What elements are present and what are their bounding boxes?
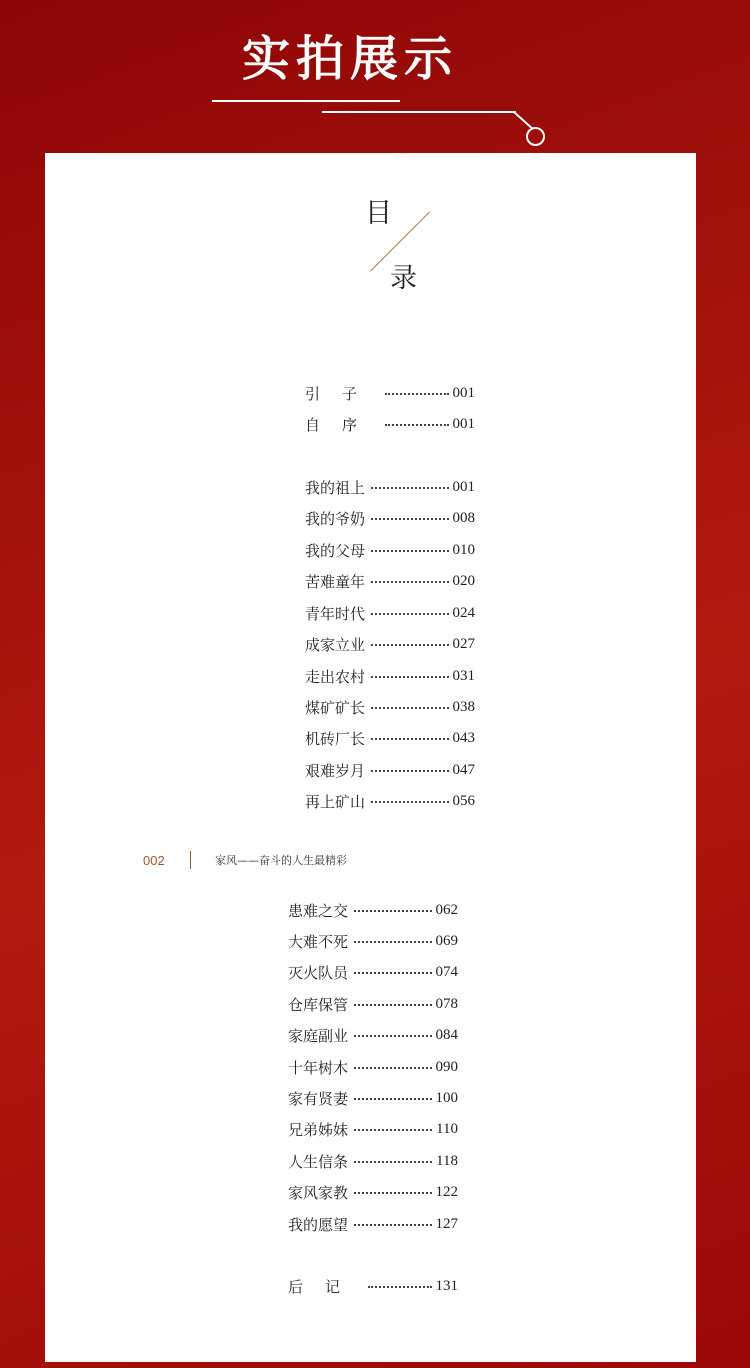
toc-entry-page: 027 xyxy=(452,635,475,652)
toc-entry-label: 仓库保管 xyxy=(288,995,349,1014)
toc-entry-label: 成家立业 xyxy=(305,635,366,654)
toc-entry-page: 122 xyxy=(435,1183,458,1200)
toc-entry-page: 031 xyxy=(452,667,475,684)
toc-leader-dots xyxy=(385,424,448,426)
toc-entry-label: 十年树木 xyxy=(288,1058,349,1077)
toc-title-char-2: 录 xyxy=(390,263,417,294)
toc-entry xyxy=(288,899,458,921)
toc-entry-page: 010 xyxy=(452,541,475,558)
toc-entry-label: 兄弟姊妹 xyxy=(288,1120,349,1139)
toc-entry-label: 艰难岁月 xyxy=(305,761,366,780)
toc-entry-page: 047 xyxy=(452,761,475,778)
toc-leader-dots xyxy=(371,738,448,740)
toc-entry xyxy=(305,413,475,435)
toc-entry-label: 后记 xyxy=(288,1277,363,1296)
toc-entry-page: 043 xyxy=(452,729,475,746)
toc-entry-label: 机砖厂长 xyxy=(305,729,366,748)
toc-entry-page: 020 xyxy=(452,572,475,589)
toc-entry-page: 078 xyxy=(435,995,458,1012)
toc-leader-dots xyxy=(371,644,448,646)
toc-entry-page: 127 xyxy=(435,1215,458,1232)
book-page xyxy=(45,153,696,1362)
toc-leader-dots xyxy=(371,487,448,489)
toc-entry-label: 患难之交 xyxy=(288,901,349,920)
toc-entry xyxy=(288,1213,458,1235)
toc-entry-page: 100 xyxy=(435,1089,458,1106)
toc-entry xyxy=(305,633,475,655)
toc-entry xyxy=(288,961,458,983)
running-header-separator xyxy=(190,851,191,869)
toc-entry-page: 131 xyxy=(435,1277,458,1294)
toc-entry-label: 自序 xyxy=(305,415,380,434)
toc-entry-label: 我的愿望 xyxy=(288,1215,349,1234)
running-header-page-number: 002 xyxy=(143,853,165,868)
toc-entry-page: 084 xyxy=(435,1026,458,1043)
toc-entry-page: 038 xyxy=(452,698,475,715)
toc-entry xyxy=(288,1056,458,1078)
toc-leader-dots xyxy=(354,1192,431,1194)
toc-entry xyxy=(305,790,475,812)
toc-entry xyxy=(288,1087,458,1109)
toc-entry xyxy=(305,476,475,498)
toc-entry-label: 灭火队员 xyxy=(288,963,349,982)
toc-entry-page: 001 xyxy=(452,415,475,432)
toc-entry-label: 我的祖上 xyxy=(305,478,366,497)
toc-entry-label: 走出农村 xyxy=(305,667,366,686)
toc-entry-label: 家有贤妻 xyxy=(288,1089,349,1108)
toc-entry-label: 引子 xyxy=(305,384,380,403)
toc-entry xyxy=(305,727,475,749)
toc-entry xyxy=(305,382,475,404)
toc-leader-dots xyxy=(354,910,431,912)
toc-entry xyxy=(288,1275,458,1297)
toc-title-char-1: 目 xyxy=(365,198,392,229)
toc-leader-dots xyxy=(354,1129,432,1131)
toc-entry xyxy=(288,1181,458,1203)
toc-entry-label: 我的父母 xyxy=(305,541,366,560)
toc-entry-page: 056 xyxy=(452,792,475,809)
toc-entry-page: 062 xyxy=(435,901,458,918)
toc-entry-page: 118 xyxy=(436,1152,458,1169)
toc-leader-dots xyxy=(368,1286,431,1288)
toc-leader-dots xyxy=(371,707,448,709)
toc-leader-dots xyxy=(354,1035,431,1037)
toc-leader-dots xyxy=(354,1161,432,1163)
toc-entry-page: 090 xyxy=(435,1058,458,1075)
toc-entry-page: 001 xyxy=(452,478,475,495)
toc-leader-dots xyxy=(371,581,448,583)
toc-entry-label: 大难不死 xyxy=(288,932,349,951)
toc-leader-dots xyxy=(354,1224,431,1226)
toc-leader-dots xyxy=(354,972,431,974)
toc-entry xyxy=(288,993,458,1015)
toc-entry-label: 再上矿山 xyxy=(305,792,366,811)
toc-entry xyxy=(305,696,475,718)
toc-entry-page: 008 xyxy=(452,509,475,526)
toc-entry xyxy=(288,1024,458,1046)
toc-entry-label: 家庭副业 xyxy=(288,1026,349,1045)
banner-decor-line-right xyxy=(322,111,516,113)
toc-entry xyxy=(288,1118,458,1140)
toc-entry xyxy=(305,507,475,529)
toc-entry-page: 110 xyxy=(436,1120,458,1137)
toc-leader-dots xyxy=(371,613,448,615)
toc-leader-dots xyxy=(371,550,448,552)
toc-leader-dots xyxy=(371,676,448,678)
toc-entry-label: 人生信条 xyxy=(288,1152,349,1171)
banner-title: 实拍展示 xyxy=(241,31,458,87)
toc-entry xyxy=(305,539,475,561)
toc-entry xyxy=(305,602,475,624)
toc-entry xyxy=(305,570,475,592)
running-header xyxy=(143,851,543,871)
toc-leader-dots xyxy=(385,393,448,395)
toc-leader-dots xyxy=(371,518,448,520)
toc-entry xyxy=(305,759,475,781)
toc-leader-dots xyxy=(354,1004,431,1006)
toc-entry-page: 024 xyxy=(452,604,475,621)
toc-entry-label: 煤矿矿长 xyxy=(305,698,366,717)
toc-entry-label: 青年时代 xyxy=(305,604,366,623)
toc-entry-page: 069 xyxy=(435,932,458,949)
banner-decor-circle xyxy=(526,127,545,146)
running-header-book-title: 家风——奋斗的人生最精彩 xyxy=(215,854,347,867)
toc-entry xyxy=(288,930,458,952)
toc-entry xyxy=(305,665,475,687)
toc-leader-dots xyxy=(354,1098,431,1100)
toc-leader-dots xyxy=(354,1067,431,1069)
toc-entry-label: 我的爷奶 xyxy=(305,509,366,528)
toc-leader-dots xyxy=(371,770,448,772)
toc-entry-page: 001 xyxy=(452,384,475,401)
toc-entry xyxy=(288,1150,458,1172)
banner-decor-line-left xyxy=(212,100,400,102)
banner-decor-line-diagonal xyxy=(513,111,532,129)
toc-entry-label: 苦难童年 xyxy=(305,572,366,591)
toc-entry-page: 074 xyxy=(435,963,458,980)
toc-leader-dots xyxy=(371,801,448,803)
toc-entry-label: 家风家教 xyxy=(288,1183,349,1202)
toc-leader-dots xyxy=(354,941,431,943)
